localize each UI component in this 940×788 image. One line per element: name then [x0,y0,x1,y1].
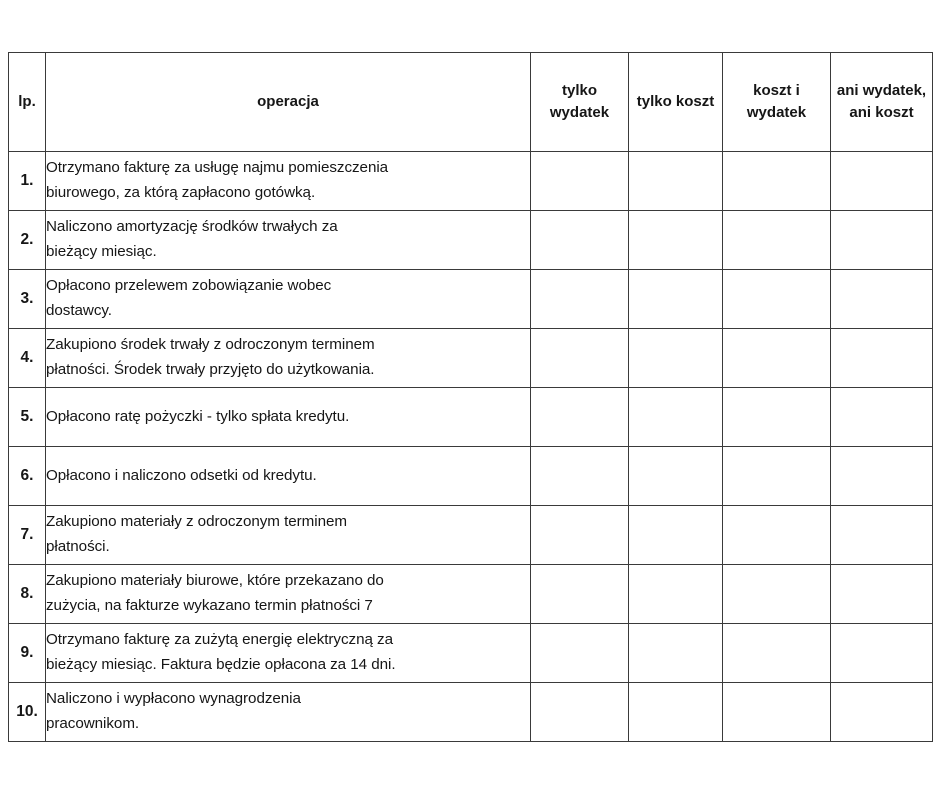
table-row [9,447,933,506]
header-line: koszt [675,92,715,110]
row-number: 8. [9,565,46,624]
classification-table-container [8,52,932,742]
answer-cell-tylko-koszt[interactable] [629,565,723,624]
header-line: wydatek [746,104,807,121]
operation-description [46,270,531,329]
header-line: tylko [561,81,597,99]
answer-cell-ani-wydatek-ani-koszt[interactable] [831,506,933,565]
operation-line: płatności. [46,538,110,555]
answer-cell-tylko-wydatek[interactable] [531,211,629,270]
table-body [9,152,933,742]
row-number: 9. [9,624,46,683]
answer-cell-ani-wydatek-ani-koszt[interactable] [831,683,933,742]
answer-cell-ani-wydatek-ani-koszt[interactable] [831,388,933,447]
answer-cell-tylko-wydatek[interactable] [531,270,629,329]
answer-cell-ani-wydatek-ani-koszt[interactable] [831,329,933,388]
table-row [9,152,933,211]
operation-description [46,152,531,211]
table-row [9,270,933,329]
row-number: 3. [9,270,46,329]
answer-cell-tylko-koszt[interactable] [629,624,723,683]
operation-line: pracownikom. [46,715,140,732]
answer-cell-tylko-koszt[interactable] [629,211,723,270]
answer-cell-koszt-i-wydatek[interactable] [723,329,831,388]
column-header-tylko-wydatek [531,53,629,152]
table-row [9,211,933,270]
answer-cell-ani-wydatek-ani-koszt[interactable] [831,211,933,270]
operation-line: Otrzymano fakturę za zużytą energię elektryczną za [46,631,393,649]
answer-cell-tylko-koszt[interactable] [629,447,723,506]
answer-cell-koszt-i-wydatek[interactable] [723,565,831,624]
operation-line: biurowego, za którą zapłacono gotówką. [46,184,316,201]
answer-cell-tylko-koszt[interactable] [629,506,723,565]
answer-cell-koszt-i-wydatek[interactable] [723,506,831,565]
answer-cell-ani-wydatek-ani-koszt[interactable] [831,152,933,211]
table-header [9,53,933,152]
operation-line: bieżący miesiąc. [46,243,157,260]
answer-cell-tylko-wydatek[interactable] [531,683,629,742]
answer-cell-ani-wydatek-ani-koszt[interactable] [831,624,933,683]
operation-description [46,329,531,388]
operation-line: Opłacono przelewem zobowiązanie wobec [46,277,332,295]
operation-line: płatności. Środek trwały przyjęto do użytkowania. [46,361,375,378]
table-row [9,683,933,742]
row-number: 1. [9,152,46,211]
operation-line: bieżący miesiąc. Faktura będzie opłacona za 14 dni. [46,656,396,673]
operation-line: Zakupiono materiały z odroczonym terminem [46,513,347,531]
table-row [9,388,933,447]
operation-description [46,624,531,683]
operation-description [46,388,531,447]
header-line: ani koszt [849,104,914,121]
column-header-operacja: operacja [46,53,531,152]
table-row [9,506,933,565]
operation-line: dostawcy. [46,302,112,319]
operation-line: Naliczono i wypłacono wynagrodzenia [46,690,301,708]
operation-description [46,447,531,506]
row-number: 2. [9,211,46,270]
answer-cell-tylko-wydatek[interactable] [531,506,629,565]
operation-line: Opłacono ratę pożyczki - tylko spłata kredytu. [46,407,350,425]
operation-line: Opłacono i naliczono odsetki od kredytu. [46,466,317,484]
answer-cell-ani-wydatek-ani-koszt[interactable] [831,565,933,624]
row-number: 6. [9,447,46,506]
answer-cell-tylko-koszt[interactable] [629,683,723,742]
answer-cell-tylko-koszt[interactable] [629,388,723,447]
row-number: 7. [9,506,46,565]
answer-cell-ani-wydatek-ani-koszt[interactable] [831,447,933,506]
operation-line: Naliczono amortyzację środków trwałych za [46,218,338,236]
table-row [9,329,933,388]
answer-cell-tylko-koszt[interactable] [629,329,723,388]
answer-cell-tylko-wydatek[interactable] [531,624,629,683]
table-row [9,624,933,683]
header-line: tylko [636,92,672,110]
row-number: 10. [9,683,46,742]
row-number: 4. [9,329,46,388]
answer-cell-tylko-wydatek[interactable] [531,447,629,506]
operation-line: Zakupiono środek trwały z odroczonym terminem [46,336,375,354]
answer-cell-tylko-koszt[interactable] [629,270,723,329]
answer-cell-ani-wydatek-ani-koszt[interactable] [831,270,933,329]
answer-cell-koszt-i-wydatek[interactable] [723,683,831,742]
operations-classification-table [8,52,933,742]
answer-cell-koszt-i-wydatek[interactable] [723,152,831,211]
answer-cell-tylko-wydatek[interactable] [531,329,629,388]
column-header-lp: lp. [9,53,46,152]
operation-description [46,506,531,565]
header-row [9,53,933,152]
answer-cell-koszt-i-wydatek[interactable] [723,211,831,270]
header-line: ani [836,81,859,99]
header-line: wydatek, [862,81,927,99]
answer-cell-koszt-i-wydatek[interactable] [723,270,831,329]
row-number: 5. [9,388,46,447]
column-header-koszt-i-wydatek [723,53,831,152]
column-header-ani-wydatek-ani-koszt [831,53,933,152]
answer-cell-koszt-i-wydatek[interactable] [723,624,831,683]
answer-cell-tylko-wydatek[interactable] [531,565,629,624]
answer-cell-tylko-wydatek[interactable] [531,152,629,211]
answer-cell-tylko-wydatek[interactable] [531,388,629,447]
header-line: wydatek [549,104,610,121]
operation-description [46,565,531,624]
answer-cell-koszt-i-wydatek[interactable] [723,388,831,447]
operation-line: zużycia, na fakturze wykazano termin płatności 7 [46,597,373,614]
operation-line: Zakupiono materiały biurowe, które przekazano do [46,572,384,590]
operation-description [46,211,531,270]
column-header-tylko-koszt [629,53,723,152]
table-row [9,565,933,624]
header-line: koszt i [753,81,800,99]
operation-line: Otrzymano fakturę za usługę najmu pomieszczenia [46,159,389,177]
answer-cell-tylko-koszt[interactable] [629,152,723,211]
answer-cell-koszt-i-wydatek[interactable] [723,447,831,506]
operation-description [46,683,531,742]
